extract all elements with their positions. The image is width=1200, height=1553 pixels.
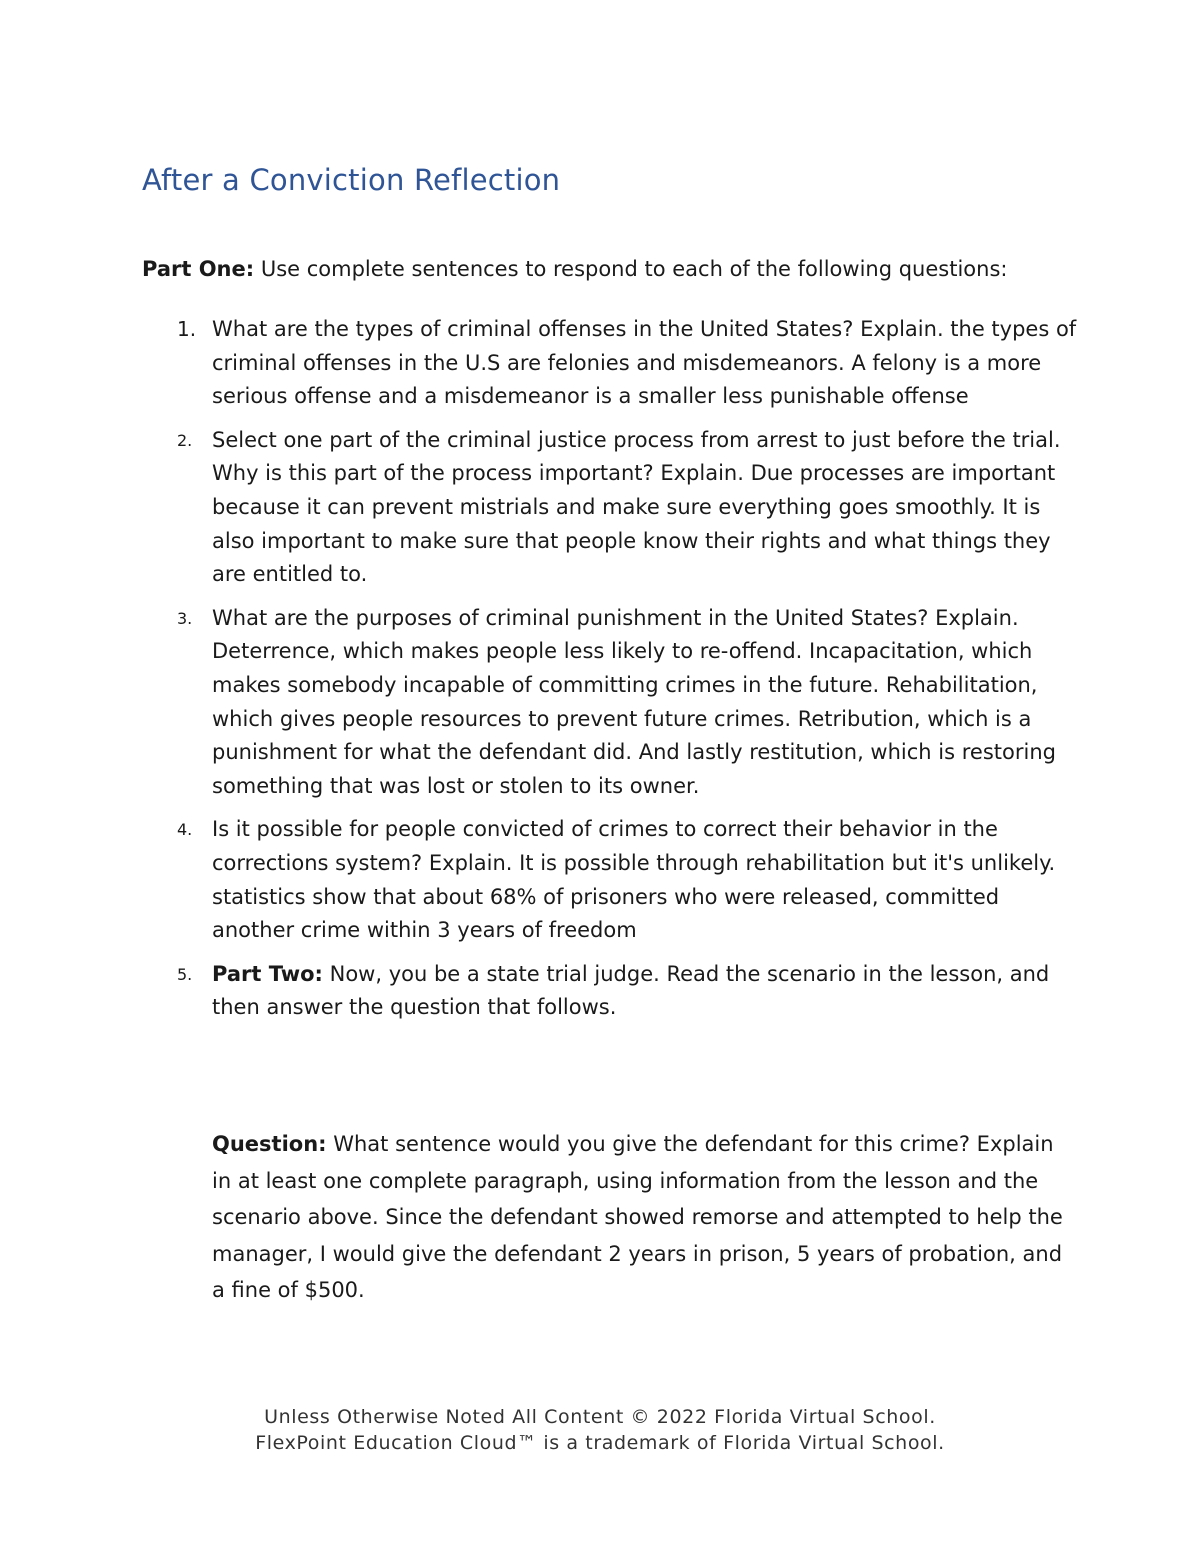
footer (0, 1404, 1200, 1456)
item-number: 5. (177, 964, 193, 984)
question-block (212, 1126, 1072, 1309)
item-number: 1. (177, 317, 197, 341)
item-number: 2. (177, 430, 193, 450)
footer-copyright: Unless Otherwise Noted All Content © 2022 Florida Virtual School. (264, 1406, 936, 1428)
list-item (142, 424, 1082, 592)
list-item (142, 958, 1082, 1025)
question-text: What sentence would you give the defendant for this crime? Explain in at least one complete paragraph, using information from the lesson and the scenario above. Since the defendant showed remorse and attempted to help the manager, I would give the defendant 2 years in prison, 5 years of probation, and a fine of $500. (212, 1132, 1063, 1302)
item-number: 4. (177, 820, 193, 840)
list-item (142, 602, 1082, 804)
question-list (142, 313, 1082, 1035)
question-label: Question: (212, 1132, 327, 1156)
item-text: Is it possible for people convicted of crimes to correct their behavior in the corrections system? Explain. It is possible through rehabilitation but it's unlikely. statistics show that about 68% of prisoners who were released, committed another crime within 3 years of freedom (212, 817, 1056, 943)
part-two-label: Part Two: (212, 961, 323, 986)
part-one-label: Part One: (142, 257, 255, 281)
part-one-intro (142, 253, 1007, 286)
item-text: Now, you be a state trial judge. Read the scenario in the lesson, and then answer the question that follows. (212, 961, 1050, 1020)
page-title: After a Conviction Reflection (142, 163, 561, 197)
item-text: Select one part of the criminal justice process from arrest to just before the trial. Why is this part of the process important? Explain. Due processes are important because it can prevent mistrials and make sure everything goes smoothly. It is also important to make sure that people know their rights and what things they are entitled to. (212, 427, 1061, 587)
item-number: 3. (177, 608, 193, 628)
part-one-instructions: Use complete sentences to respond to each of the following questions: (254, 257, 1008, 281)
item-text: What are the purposes of criminal punishment in the United States? Explain. Deterrence, which makes people less likely to re-offend. Incapacitation, which makes somebody incapable of committing crimes in the future. Rehabilitation, which gives people resources to prevent future crimes. Retribution, which is a punishment for what the defendant did. And lastly restitution, which is restoring something that was lost or stolen to its owner. (212, 605, 1056, 798)
list-item (142, 813, 1082, 947)
footer-trademark: FlexPoint Education Cloud™ is a trademark of Florida Virtual School. (255, 1432, 945, 1454)
item-text: What are the types of criminal offenses in the United States? Explain. the types of criminal offenses in the U.S are felonies and misdemeanors. A felony is a more serious offense and a misdemeanor is a smaller less punishable offense (212, 317, 1077, 409)
list-item (142, 313, 1082, 414)
